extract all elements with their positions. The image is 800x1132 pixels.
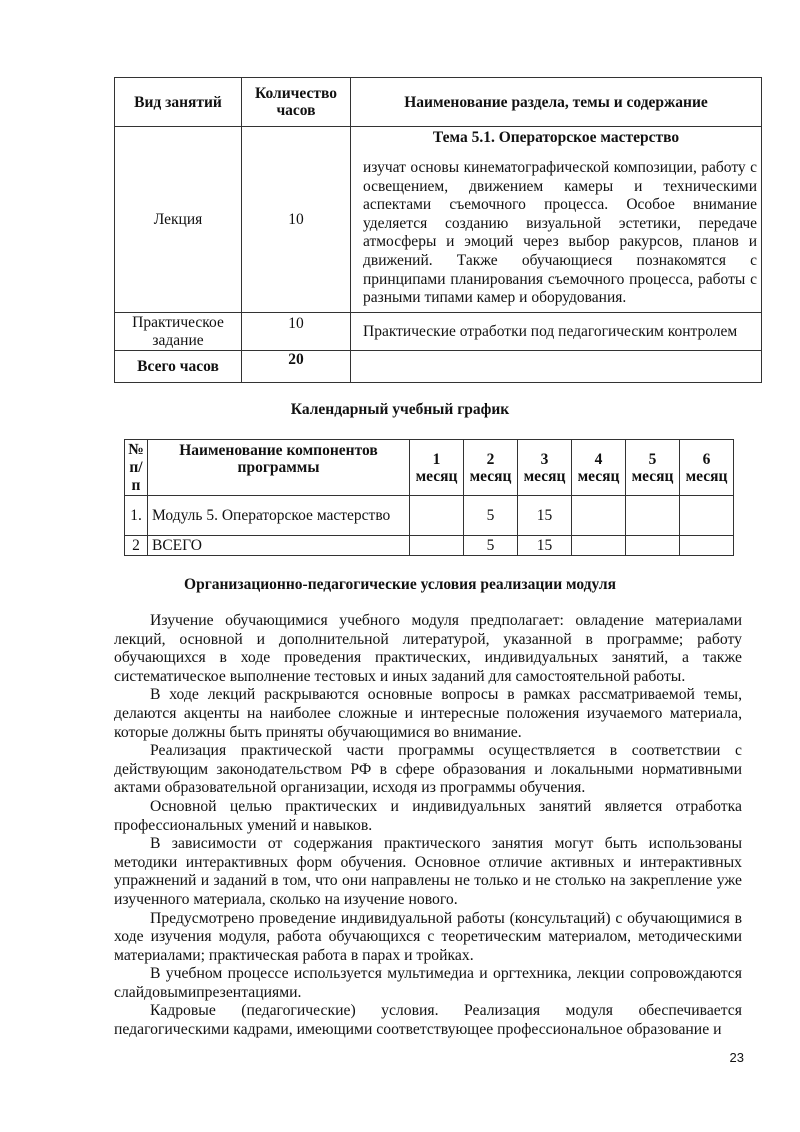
- total-row: [125, 536, 734, 556]
- conditions-title: Организационно-педагогические условия реализации модуля: [184, 576, 616, 593]
- lesson-hours: 10: [242, 127, 351, 313]
- conditions-body: [114, 612, 742, 1040]
- table-row: [115, 127, 762, 313]
- lesson-content: Практические отработки под педагогическим контролем: [351, 313, 762, 351]
- lesson-hours: 10: [242, 313, 351, 351]
- month-value: 15: [518, 496, 572, 536]
- month-value: [626, 536, 680, 556]
- month-value: [572, 496, 626, 536]
- row-number: 2: [125, 536, 148, 556]
- table-row: [115, 313, 762, 351]
- paragraph: В учебном процессе используется мультимедиа и оргтехника, лекции сопровождаются слайдовымипрезентациями.: [114, 965, 742, 1001]
- month-value: [572, 536, 626, 556]
- topic-title: Тема 5.1. Операторское мастерство: [432, 129, 680, 146]
- month-value: [680, 496, 734, 536]
- month-value: [410, 536, 464, 556]
- paragraph: Кадровые (педагогические) условия. Реализация модуля обеспечивается педагогическими кадрами, имеющими соответствующее профессиональное образование и: [114, 1002, 742, 1039]
- table-header-row: [125, 440, 734, 496]
- component-name: Модуль 5. Операторское мастерство: [148, 496, 410, 536]
- header-component-name: Наименование компонентов программы: [148, 440, 410, 496]
- paragraph: Изучение обучающимися учебного модуля предполагает: овладение материалами лекций, основной и дополнительной литературой, указанной в программе; работу обучающихся в ходе проведения практических, индивидуальных занятий, а также систематическое выполнение тестовых и иных заданий для самостоятельной работы.: [114, 612, 742, 685]
- header-number: № п/ п: [125, 440, 148, 496]
- topic-description: изучат основы кинематографической композиции, работу с освещением, движением камеры и техническими аспектами съемочного процесса. Особое внимание уделяется созданию визуальной эстетики, передаче атмосферы и эмоций через выбор ракурсов, планов и движений. Также обучающиеся познакомятся с принципами планирования съемочного процесса, работы с разными типами камер и оборудования.: [363, 159, 757, 307]
- component-name: ВСЕГО: [148, 536, 410, 556]
- header-month-5: 5 месяц: [626, 440, 680, 496]
- month-value: [680, 536, 734, 556]
- table-header-row: [115, 78, 762, 127]
- calendar-title: Календарный учебный график: [290, 401, 510, 418]
- paragraph: В зависимости от содержания практического занятия могут быть использованы методики интерактивных форм обучения. Основное отличие активных и интерактивных упражнений и заданий в том, что они направлены не только и не столько на закрепление уже изученного материала, сколько на изучение нового.: [114, 835, 742, 908]
- total-row: [115, 351, 762, 383]
- header-hours: Количество часов: [242, 78, 351, 127]
- month-value: 5: [464, 496, 518, 536]
- header-month-2: 2 месяц: [464, 440, 518, 496]
- month-value: [626, 496, 680, 536]
- row-number: 1.: [125, 496, 148, 536]
- lesson-content-cell: [351, 127, 762, 313]
- total-label: Всего часов: [115, 351, 242, 383]
- page-number: 23: [729, 1050, 744, 1065]
- month-value: 5: [464, 536, 518, 556]
- month-value: 15: [518, 536, 572, 556]
- paragraph: Предусмотрено проведение индивидуальной работы (консультаций) с обучающимися в ходе изучения модуля, работа обучающихся с теоретическим материалом, методическими материалами; практическая работа в парах и тройках.: [114, 909, 742, 964]
- paragraph: Основной целью практических и индивидуальных занятий является отработка профессиональных умений и навыков.: [114, 797, 742, 834]
- lesson-type: Практическое задание: [115, 313, 242, 351]
- header-month-3: 3 месяц: [518, 440, 572, 496]
- table-row: [125, 496, 734, 536]
- lesson-content-table: [114, 77, 762, 383]
- header-month-4: 4 месяц: [572, 440, 626, 496]
- header-month-1: 1 месяц: [410, 440, 464, 496]
- total-content: [351, 351, 762, 383]
- month-value: [410, 496, 464, 536]
- header-month-6: 6 месяц: [680, 440, 734, 496]
- total-hours: 20: [242, 351, 351, 383]
- paragraph: Реализация практической части программы осуществляется в соответствии с действующим законодательством РФ в сфере образования и локальными нормативными актами образовательной организации, исходя из программы обучения.: [114, 742, 742, 797]
- lesson-type: Лекция: [115, 127, 242, 313]
- paragraph: В ходе лекций раскрываются основные вопросы в рамках рассматриваемой темы, делаются акценты на наиболее сложные и интересные положения изучаемого материала, которые должны быть приняты обучающимися во внимание.: [114, 686, 742, 741]
- header-lesson-type: Вид занятий: [115, 78, 242, 127]
- calendar-table: [124, 439, 734, 556]
- header-content: Наименование раздела, темы и содержание: [351, 78, 762, 127]
